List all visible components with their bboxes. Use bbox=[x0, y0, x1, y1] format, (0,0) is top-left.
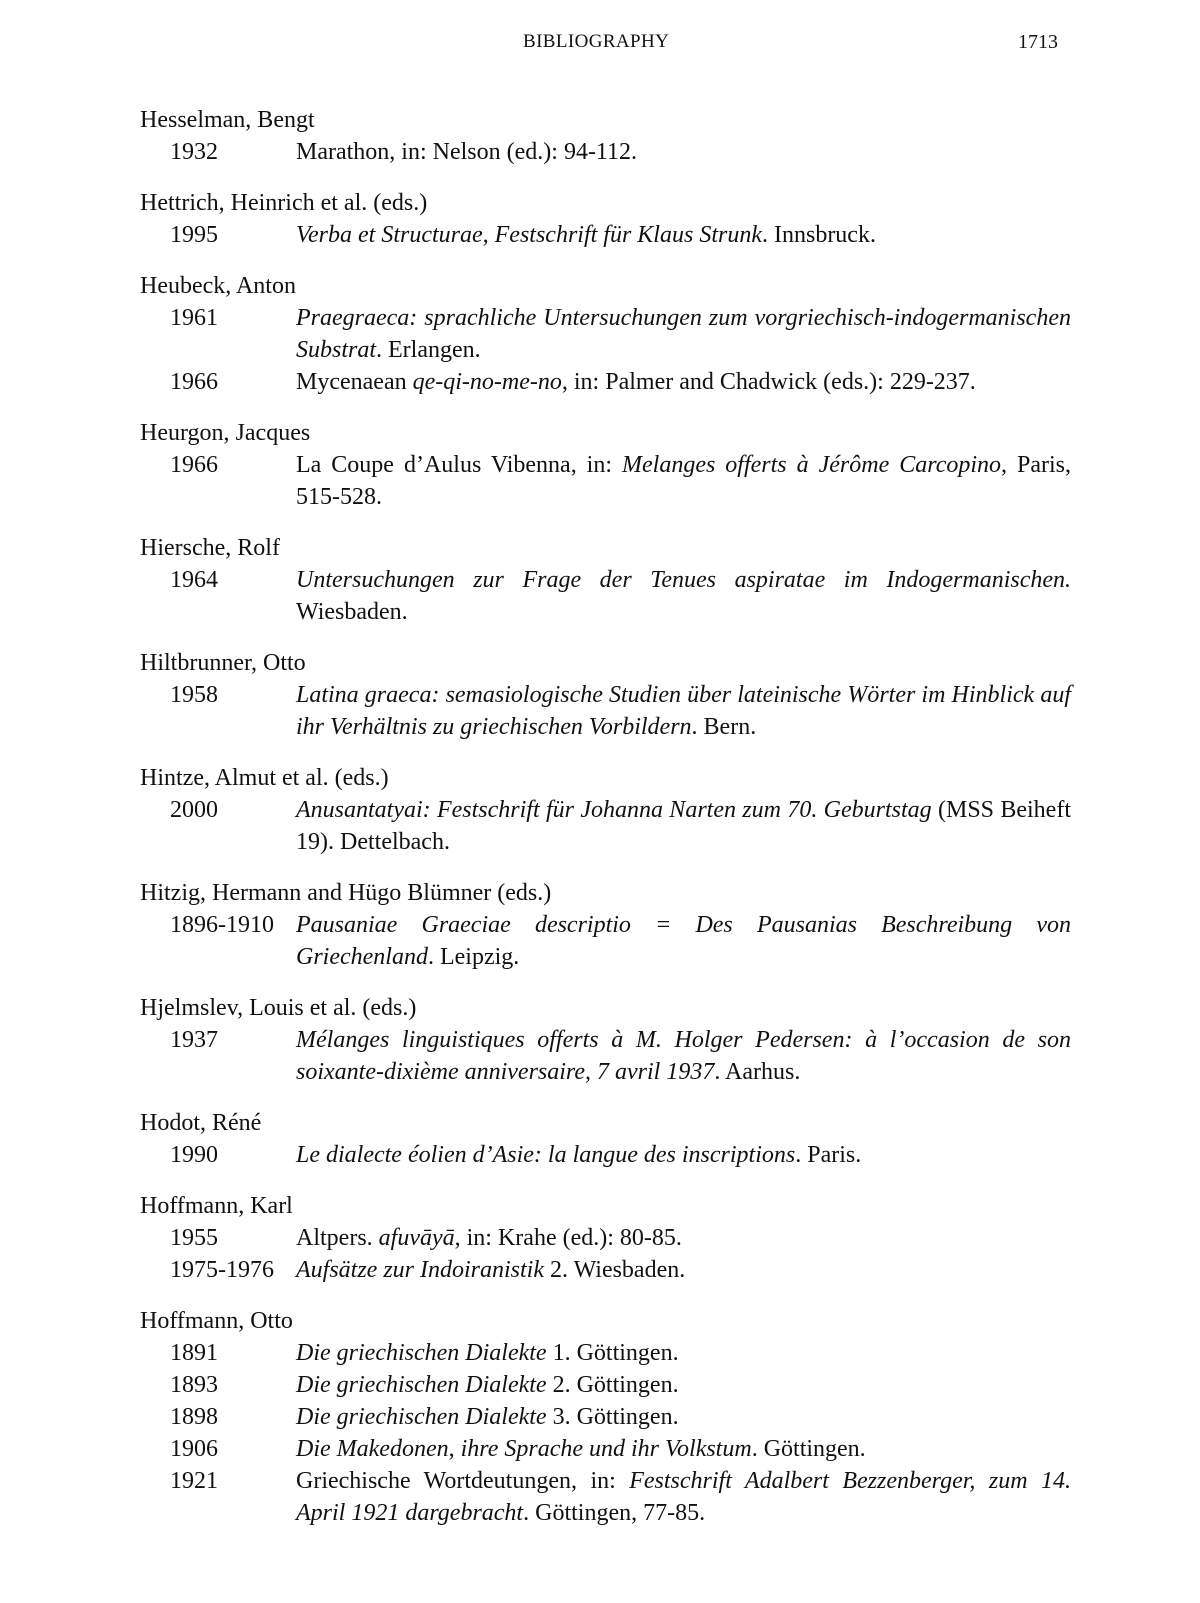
entry-text-part: . Aarhus. bbox=[714, 1059, 801, 1085]
entry-year: 1921 bbox=[170, 1468, 218, 1494]
bib-entry bbox=[140, 1465, 1071, 1529]
entry-text-part: (MSS Beiheft 19). Dettelbach. bbox=[296, 797, 1071, 855]
bib-entry bbox=[140, 794, 1071, 858]
entry-title: Die Makedonen, ihre Sprache und ihr Volkstum bbox=[296, 1436, 752, 1462]
entry-year: 1893 bbox=[170, 1372, 218, 1398]
entry-title: Mélanges linguistiques offerts à M. Holger Pedersen: à l’occasion de son soixante-dixième anniversaire, 7 avril 1937 bbox=[296, 1027, 1071, 1085]
entry-text-part: 2. Göttingen. bbox=[546, 1372, 679, 1398]
entry-year: 1932 bbox=[170, 139, 218, 165]
entry-text-part: Altpers. bbox=[296, 1225, 379, 1251]
entry-year: 1955 bbox=[170, 1225, 218, 1251]
entry-text-part: Wiesbaden. bbox=[296, 599, 408, 625]
entry-year: 1937 bbox=[170, 1027, 218, 1053]
entry-year: 1898 bbox=[170, 1404, 218, 1430]
entry-year: 1961 bbox=[170, 305, 218, 331]
entry-text-part: , Paris, 515-528. bbox=[296, 452, 1072, 510]
author-block bbox=[140, 992, 1071, 1088]
bib-entry bbox=[140, 1337, 1071, 1369]
author-block bbox=[140, 417, 1071, 513]
entry-title: Aufsätze zur Indoiranistik bbox=[296, 1257, 545, 1283]
bib-entry bbox=[140, 366, 1071, 398]
author-block bbox=[140, 1190, 1071, 1286]
bib-entry bbox=[140, 1139, 1071, 1171]
entry-text-part: . Göttingen. bbox=[751, 1436, 866, 1462]
entry-title: afuvāyā bbox=[378, 1225, 455, 1251]
bib-entry bbox=[140, 219, 1071, 251]
entry-title: Latina graeca: semasiologische Studien über lateinische Wörter im Hinblick auf ihr Verhältnis zu griechischen Vorbildern bbox=[296, 682, 1071, 740]
entry-year: 1896-1910 bbox=[170, 912, 274, 938]
entry-title: Pausaniae Graeciae descriptio = Des Pausanias Beschreibung von Griechenland bbox=[296, 912, 1071, 970]
entry-text bbox=[296, 564, 1071, 628]
entry-year: 1891 bbox=[170, 1340, 218, 1366]
page-number: 1713 bbox=[1018, 31, 1058, 53]
entry-text-part: . Göttingen, 77-85. bbox=[523, 1500, 706, 1526]
author-name: Hodot, Réné bbox=[140, 1110, 262, 1136]
entry-title: Melanges offerts à Jérôme Carcopino bbox=[622, 452, 1002, 478]
author-name: Hoffmann, Otto bbox=[140, 1308, 293, 1334]
entry-text-part: . Erlangen. bbox=[376, 337, 481, 363]
entry-year: 1975-1976 bbox=[170, 1257, 274, 1283]
author-name: Hintze, Almut et al. (eds.) bbox=[140, 765, 389, 791]
entry-text bbox=[296, 1401, 1071, 1433]
entry-text-part: . Paris. bbox=[795, 1142, 862, 1168]
bib-entry bbox=[140, 449, 1071, 513]
author-name: Hoffmann, Karl bbox=[140, 1193, 293, 1219]
entry-text bbox=[296, 366, 1071, 398]
bib-entry bbox=[140, 1222, 1071, 1254]
entry-text bbox=[296, 1337, 1071, 1369]
bib-entry bbox=[140, 136, 1071, 168]
entry-text bbox=[296, 679, 1071, 743]
author-block bbox=[140, 1107, 1071, 1171]
entry-title: Die griechischen Dialekte bbox=[296, 1340, 547, 1366]
entry-year: 1958 bbox=[170, 682, 218, 708]
entry-text bbox=[296, 909, 1071, 973]
entry-text bbox=[296, 219, 1071, 251]
author-name: Hettrich, Heinrich et al. (eds.) bbox=[140, 190, 428, 216]
author-block bbox=[140, 1305, 1071, 1529]
entry-title: Le dialecte éolien d’Asie: la langue des inscriptions bbox=[296, 1142, 796, 1168]
entry-text bbox=[296, 136, 1071, 168]
entry-text bbox=[296, 1254, 1071, 1286]
author-block bbox=[140, 270, 1071, 398]
page-header bbox=[0, 31, 1200, 61]
author-name: Hiltbrunner, Otto bbox=[140, 650, 306, 676]
author-block bbox=[140, 104, 1071, 168]
entry-title: Die griechischen Dialekte bbox=[296, 1372, 547, 1398]
entry-text bbox=[296, 449, 1071, 513]
entry-text-part: Mycenaean bbox=[296, 369, 413, 395]
entry-title: Festschrift Adalbert Bezzenberger, zum 14. April 1921 dargebracht bbox=[296, 1468, 1071, 1526]
entry-title: Anusantatyai: Festschrift für Johanna Narten zum 70. Geburtstag bbox=[296, 797, 932, 823]
bib-entry bbox=[140, 1401, 1071, 1433]
entry-text bbox=[296, 1024, 1071, 1088]
entry-year: 1995 bbox=[170, 222, 218, 248]
entry-text bbox=[296, 1465, 1071, 1529]
entry-year: 1966 bbox=[170, 452, 218, 478]
bib-entry bbox=[140, 1433, 1071, 1465]
entry-text bbox=[296, 794, 1071, 858]
author-name: Hiersche, Rolf bbox=[140, 535, 280, 561]
entry-text bbox=[296, 1433, 1071, 1465]
bibliography-list bbox=[140, 104, 1071, 1548]
author-name: Heurgon, Jacques bbox=[140, 420, 311, 446]
bib-entry bbox=[140, 564, 1071, 628]
entry-year: 1964 bbox=[170, 567, 218, 593]
entry-text-part: 3. Göttingen. bbox=[546, 1404, 679, 1430]
entry-text-part: . Leipzig. bbox=[427, 944, 520, 970]
entry-text bbox=[296, 1222, 1071, 1254]
entry-title: Untersuchungen zur Frage der Tenues aspiratae im Indogermanischen. bbox=[296, 567, 1071, 593]
bib-entry bbox=[140, 1024, 1071, 1088]
bib-entry bbox=[140, 909, 1071, 973]
entry-year: 1966 bbox=[170, 369, 218, 395]
entry-text bbox=[296, 1139, 1071, 1171]
author-block bbox=[140, 647, 1071, 743]
entry-title: Verba et Structurae, Festschrift für Klaus Strunk bbox=[296, 222, 762, 248]
bib-entry bbox=[140, 1369, 1071, 1401]
entry-year: 1990 bbox=[170, 1142, 218, 1168]
author-name: Hesselman, Bengt bbox=[140, 107, 315, 133]
entry-title: Praegraeca: sprachliche Untersuchungen zum vorgriechisch-indogermanischen Substrat bbox=[296, 305, 1071, 363]
entry-text-part: . Innsbruck. bbox=[761, 222, 876, 248]
bib-entry bbox=[140, 302, 1071, 366]
entry-text bbox=[296, 302, 1071, 366]
author-name: Heubeck, Anton bbox=[140, 273, 296, 299]
entry-title: Die griechischen Dialekte bbox=[296, 1404, 547, 1430]
entry-year: 2000 bbox=[170, 797, 218, 823]
author-name: Hjelmslev, Louis et al. (eds.) bbox=[140, 995, 417, 1021]
entry-text-part: Griechische Wortdeutungen, in: bbox=[296, 1468, 630, 1494]
entry-text bbox=[296, 1369, 1071, 1401]
author-block bbox=[140, 877, 1071, 973]
entry-text-part: Marathon, in: Nelson (ed.): 94-112. bbox=[296, 139, 638, 165]
entry-text-part: , in: Palmer and Chadwick (eds.): 229-237. bbox=[561, 369, 976, 395]
entry-text-part: . Bern. bbox=[691, 714, 757, 740]
author-block bbox=[140, 532, 1071, 628]
entry-text-part: La Coupe d’Aulus Vibenna, in: bbox=[296, 452, 623, 478]
entry-title: qe-qi-no-me-no bbox=[412, 369, 562, 395]
bib-entry bbox=[140, 1254, 1071, 1286]
author-block bbox=[140, 762, 1071, 858]
author-name: Hitzig, Hermann and Hügo Blümner (eds.) bbox=[140, 880, 552, 906]
author-block bbox=[140, 187, 1071, 251]
entry-text-part: 1. Göttingen. bbox=[546, 1340, 679, 1366]
entry-text-part: 2. Wiesbaden. bbox=[544, 1257, 686, 1283]
bib-entry bbox=[140, 679, 1071, 743]
entry-text-part: , in: Krahe (ed.): 80-85. bbox=[454, 1225, 682, 1251]
entry-year: 1906 bbox=[170, 1436, 218, 1462]
running-title: BIBLIOGRAPHY bbox=[523, 31, 670, 52]
